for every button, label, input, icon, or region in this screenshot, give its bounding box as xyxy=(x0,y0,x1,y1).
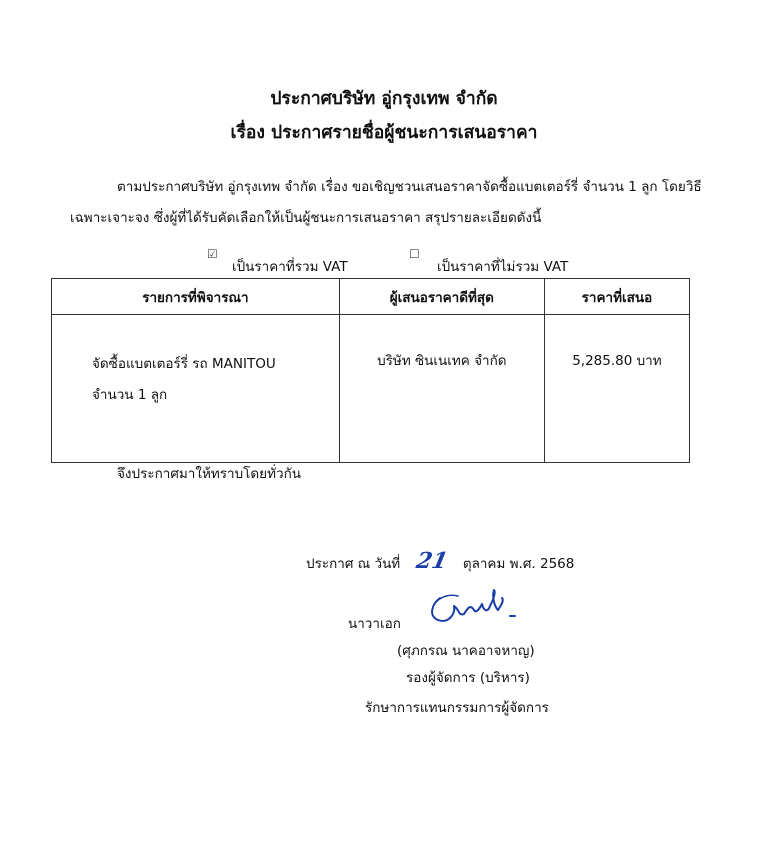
item-cell xyxy=(52,315,340,463)
announcement-date xyxy=(306,548,574,574)
date-day-handwritten: 21 xyxy=(413,548,450,574)
intro-paragraph-line-2: เฉพาะเจาะจง ซึ่งผู้ที่ได้รับคัดเลือกให้เป็นผู้ชนะการเสนอราคา สรุปรายละเอียดดังนี้ xyxy=(70,210,542,226)
document-title: ประกาศบริษัท อู่กรุงเทพ จำกัด xyxy=(270,89,498,109)
signatory-acting-position: รักษาการแทนกรรมการผู้จัดการ xyxy=(365,700,549,716)
item-line-2: จำนวน 1 ลูก xyxy=(92,387,168,403)
table-row xyxy=(52,315,690,463)
document-subject: เรื่อง ประกาศรายชื่อผู้ชนะการเสนอราคา xyxy=(230,123,538,143)
header-price: ราคาที่เสนอ xyxy=(544,279,689,315)
date-prefix: ประกาศ ณ วันที่ xyxy=(306,556,401,572)
signatory-rank: นาวาเอก xyxy=(348,616,401,632)
table-header-row xyxy=(52,279,690,315)
closing-statement: จึงประกาศมาให้ทราบโดยทั่วกัน xyxy=(117,466,301,482)
date-suffix: ตุลาคม พ.ศ. 2568 xyxy=(462,556,575,572)
item-line-1: จัดซื้อแบตเตอร์รี่ รถ MANITOU xyxy=(92,356,276,372)
signature-icon xyxy=(424,586,524,630)
signatory-position: รองผู้จัดการ (บริหาร) xyxy=(406,670,530,686)
results-table xyxy=(51,278,690,463)
bidder-cell: บริษัท ซินเนเทค จำกัด xyxy=(339,315,544,463)
excl-vat-checkbox-icon: ☐ xyxy=(409,247,420,261)
incl-vat-checkbox-icon: ☑ xyxy=(207,247,218,261)
signatory-name: (ศุภกรณ นาคอาจหาญ) xyxy=(397,643,535,659)
excl-vat-label: เป็นราคาที่ไม่รวม VAT xyxy=(437,259,569,275)
incl-vat-label: เป็นราคาที่รวม VAT xyxy=(232,259,348,275)
intro-paragraph-line-1: ตามประกาศบริษัท อู่กรุงเทพ จำกัด เรื่อง ขอเชิญชวนเสนอราคาจัดซื้อแบตเตอร์รี่ จำนวน 1 ลูก โดยวิธี xyxy=(117,179,702,195)
header-bidder: ผู้เสนอราคาดีที่สุด xyxy=(339,279,544,315)
price-cell: 5,285.80 บาท xyxy=(544,315,689,463)
header-item: รายการที่พิจารณา xyxy=(52,279,340,315)
